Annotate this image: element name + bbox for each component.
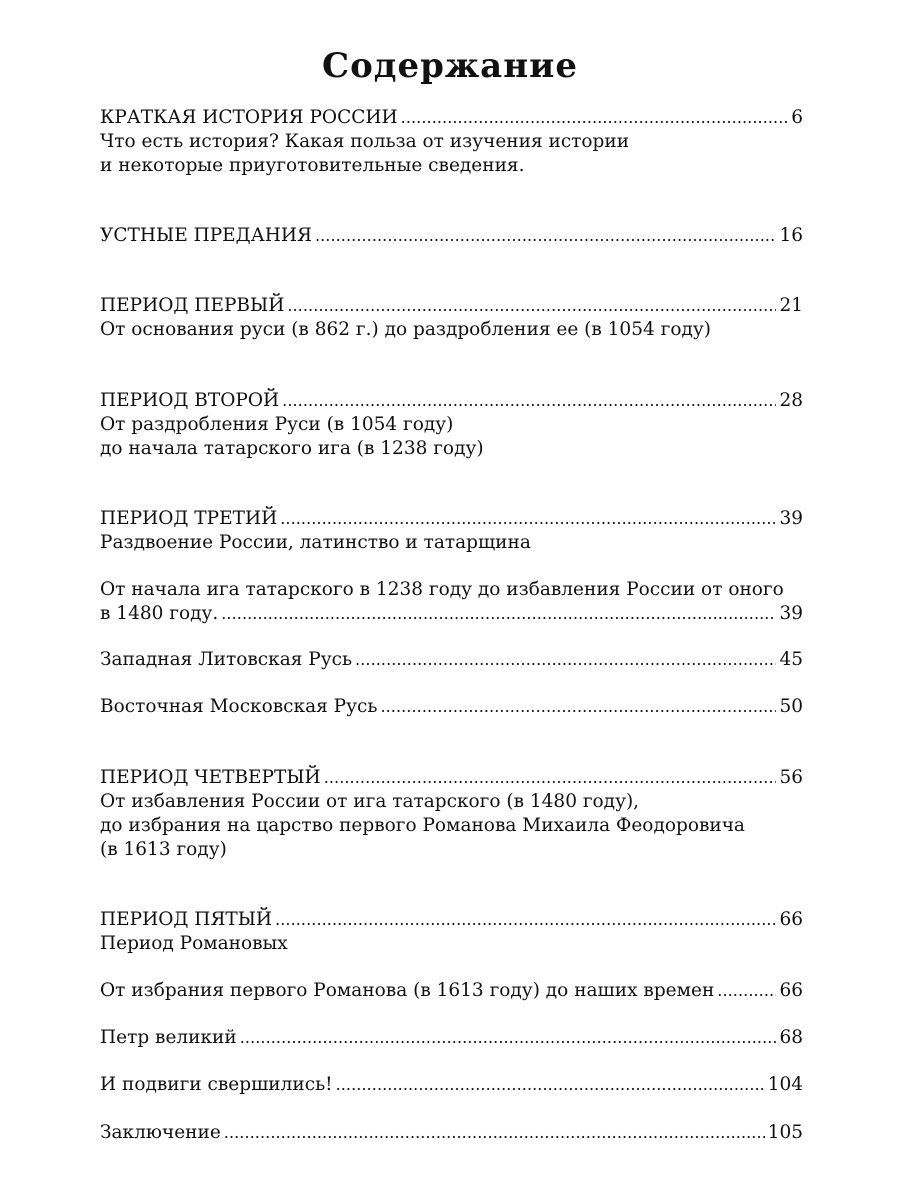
page-number: 16 [779,225,803,246]
toc-heading: ПЕРИОД ПЕРВЫЙ [100,295,285,316]
page-number: 56 [779,767,803,788]
toc-entry-period-5[interactable] [100,908,803,956]
toc-subtitle: От раздробления Руси (в 1054 году) [100,414,454,435]
toc-heading: ПЕРИОД ТРЕТИЙ [100,508,278,529]
toc-leader-line [100,908,803,932]
toc-heading: Заключение [100,1122,221,1143]
dot-leader [224,1121,765,1145]
toc-entry-period-3[interactable] [100,507,803,555]
dot-leader [315,224,777,248]
toc-entry-tatar-yoke[interactable] [100,578,803,626]
page-number: 45 [779,649,803,670]
toc-entry-conclusion[interactable] [100,1121,803,1145]
toc-leader-line [100,695,803,719]
dot-leader [287,294,776,318]
toc-heading: КРАТКАЯ ИСТОРИЯ РОССИИ [100,107,398,128]
dot-leader [221,602,776,626]
toc-subtitle: Период Романовых [100,933,288,954]
toc-entry-feats-accomplished[interactable] [100,1073,803,1097]
toc-subtitle: От основания руси (в 862 г.) до раздробления ее (в 1054 году) [100,319,711,340]
page-number: 39 [779,508,803,529]
toc-heading: От начала ига татарского в 1238 году до избавления России от оного [100,579,784,600]
toc-subtitle: до избрания на царство первого Романова Михаила Феодоровича [100,815,745,836]
toc-entry-peter-the-great[interactable] [100,1026,803,1050]
toc-entry-west-lithuanian-rus[interactable] [100,648,803,672]
toc-entry-brief-history[interactable] [100,106,803,178]
toc-leader-line [100,979,803,1003]
dot-leader [240,1026,777,1050]
page-number: 68 [779,1027,803,1048]
toc-subtitle: Раздвоение России, латинство и татарщина [100,532,531,553]
toc-leader-line [100,648,803,672]
toc-leader-line [100,1026,803,1050]
page-number: 39 [779,603,803,624]
page-number: 66 [779,980,803,1001]
dot-leader [282,389,776,413]
toc-heading: Западная Литовская Русь [100,649,353,670]
toc-leader-line [100,1121,803,1145]
page-number: 105 [767,1122,803,1143]
toc-leader-line [100,602,803,626]
page-number: 66 [779,909,803,930]
dot-leader [380,695,776,719]
toc-leader-line [100,507,803,531]
toc-heading: И подвиги свершились! [100,1074,333,1095]
toc-entry-period-1[interactable] [100,294,803,342]
toc-heading: Петр великий [100,1027,237,1048]
page-number: 50 [779,696,803,717]
toc-entry-period-4[interactable] [100,766,803,862]
toc-heading: Восточная Московская Русь [100,696,378,717]
toc-subtitle: до начала татарского ига (в 1238 году) [100,438,484,459]
toc-heading: ПЕРИОД ПЯТЫЙ [100,909,273,930]
toc-leader-line [100,1073,803,1097]
dot-leader [275,908,776,932]
toc-entry-east-moscow-rus[interactable] [100,695,803,719]
toc-entry-oral-traditions[interactable] [100,224,803,248]
page-number: 21 [779,295,803,316]
dot-leader [280,507,776,531]
toc-heading: ПЕРИОД ЧЕТВЕРТЫЙ [100,767,321,788]
toc-leader-line [100,294,803,318]
toc-heading: УСТНЫЕ ПРЕДАНИЯ [100,225,312,246]
page-title: Содержание [322,46,578,86]
dot-leader [336,1073,765,1097]
dot-leader [717,979,776,1003]
toc-heading: От избрания первого Романова (в 1613 году) до наших времен [100,980,715,1001]
page-number: 104 [767,1074,803,1095]
toc-subtitle: Что есть история? Какая польза от изучения истории [100,131,630,152]
dot-leader [355,648,776,672]
page-number: 6 [791,107,803,128]
toc-subtitle: (в 1613 году) [100,839,227,860]
toc-entry-romanov-election[interactable] [100,979,803,1003]
toc-subtitle: и некоторые приуготовительные сведения. [100,155,525,176]
dot-leader [324,766,777,790]
toc-leader-line [100,106,803,130]
toc-subtitle: От избавления России от ига татарского (в 1480 году), [100,791,640,812]
toc-leader-line [100,224,803,248]
toc-entry-period-2[interactable] [100,389,803,461]
toc-heading-continued: в 1480 году. [100,603,219,624]
page-number: 28 [779,390,803,411]
dot-leader [401,106,789,130]
toc-leader-line [100,389,803,413]
toc-heading: ПЕРИОД ВТОРОЙ [100,390,280,411]
toc-leader-line [100,766,803,790]
